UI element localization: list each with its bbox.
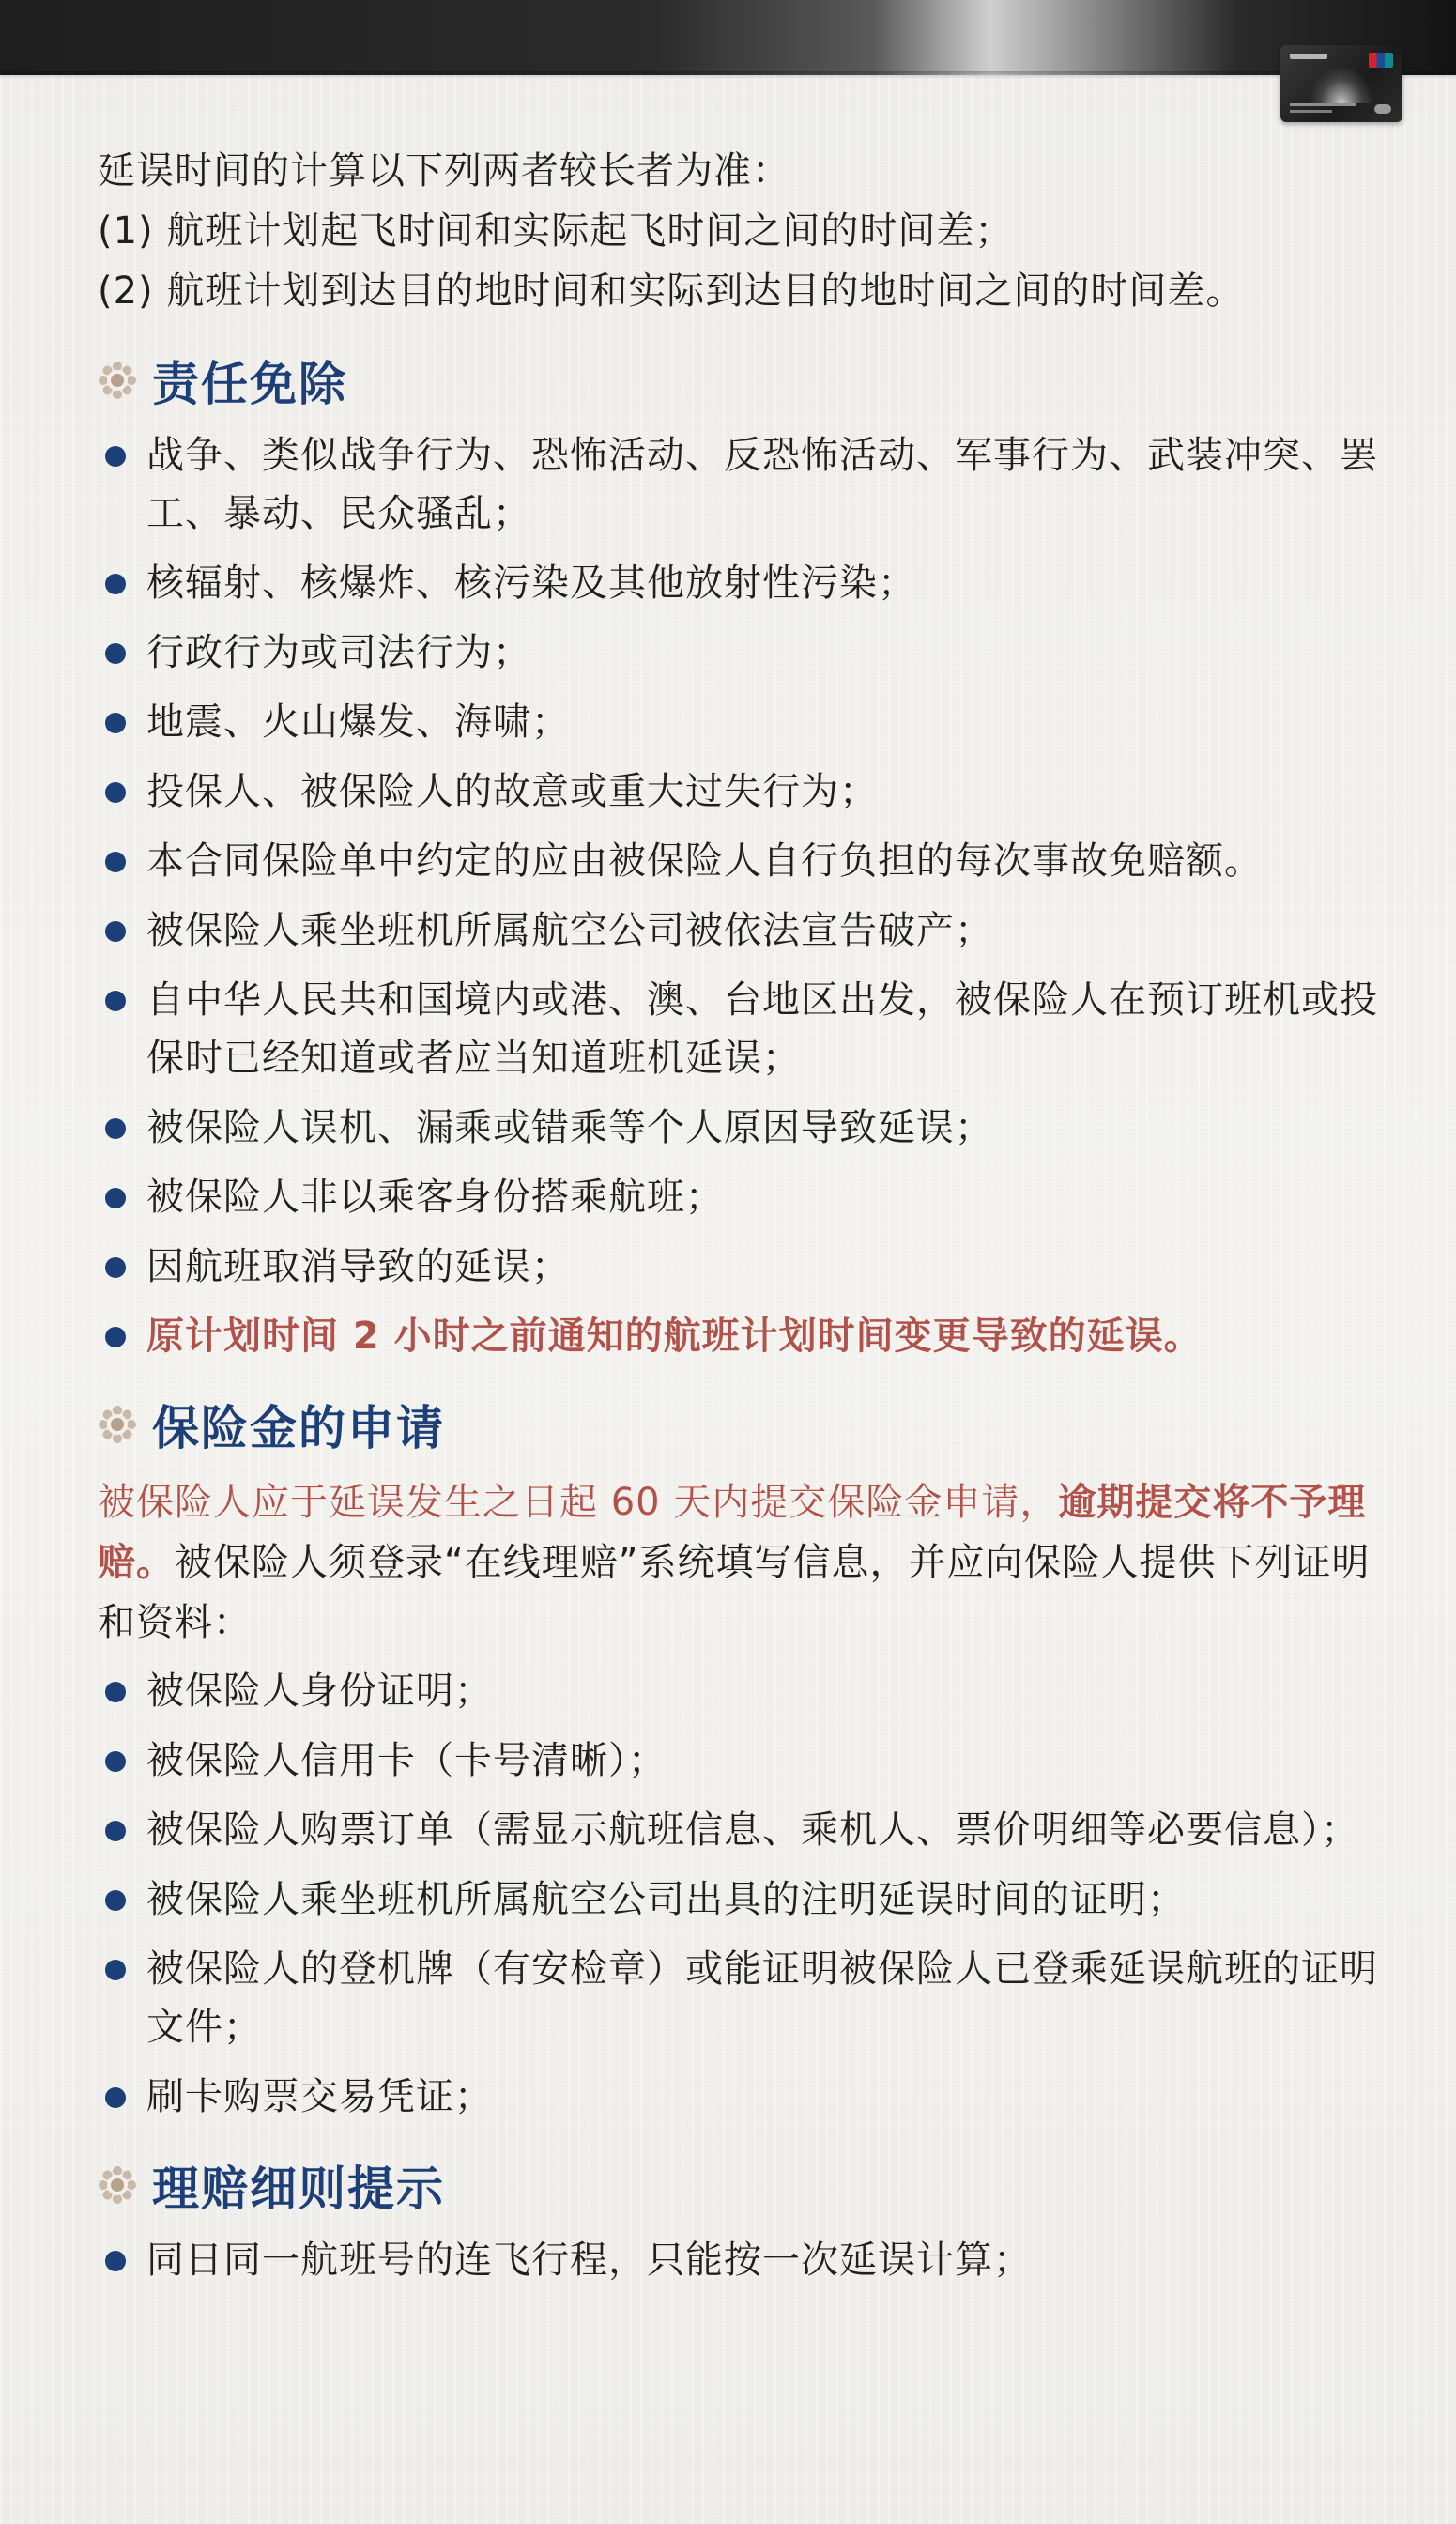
flower-icon bbox=[98, 361, 137, 400]
claim-deadline-text: 被保险人应于延误发生之日起 60 天内提交保险金申请， bbox=[98, 1481, 1059, 1524]
list-item-text: 同日同一航班号的连飞行程，只能按一次延误计算； bbox=[146, 2239, 1032, 2282]
bullet-dot-icon bbox=[105, 1960, 126, 1980]
bullet-dot-icon bbox=[105, 1188, 126, 1208]
claim-paragraph bbox=[98, 1472, 1384, 1653]
bullet-dot-icon bbox=[105, 1821, 126, 1841]
bullet-dot-icon bbox=[105, 446, 126, 467]
bullet-dot-icon bbox=[105, 574, 126, 594]
bullet-dot-icon bbox=[105, 1751, 126, 1772]
list-item bbox=[98, 554, 1384, 612]
bullet-dot-icon bbox=[105, 991, 126, 1011]
list-item bbox=[98, 426, 1384, 543]
bullet-dot-icon bbox=[105, 921, 126, 942]
section-heading-rules bbox=[98, 2143, 1384, 2227]
claim-warning-text: 逾期提交将不予理赔。 bbox=[98, 1481, 1367, 1584]
list-item bbox=[98, 1731, 1384, 1790]
top-banner-shadow bbox=[0, 71, 1456, 79]
section-title: 理赔细则提示 bbox=[152, 2162, 445, 2216]
intro-line: 延误时间的计算以下列两者较长者为准： bbox=[98, 149, 790, 192]
list-item-text: 被保险人乘坐班机所属航空公司出具的注明延误时间的证明； bbox=[146, 1878, 1186, 1921]
bank-logo-mark bbox=[1290, 54, 1327, 59]
list-item-highlight bbox=[98, 1307, 1384, 1365]
list-item bbox=[98, 1168, 1384, 1226]
claim-documents-list bbox=[98, 1662, 1384, 2126]
list-item-text: 地震、火山爆发、海啸； bbox=[146, 700, 570, 744]
bullet-dot-icon bbox=[105, 713, 126, 733]
list-item-text: 核辐射、核爆炸、核污染及其他放射性污染； bbox=[146, 562, 916, 605]
list-item bbox=[98, 1662, 1384, 1720]
list-item-text: 自中华人民共和国境内或港、澳、台地区出发，被保险人在预订班机或投保时已经知道或者应当知道班机延误； bbox=[146, 978, 1378, 1080]
list-item bbox=[98, 2231, 1384, 2289]
bullet-dot-icon bbox=[105, 1682, 126, 1702]
bullet-dot-icon bbox=[105, 782, 126, 803]
list-item bbox=[98, 623, 1384, 682]
list-item bbox=[98, 762, 1384, 821]
bullet-dot-icon bbox=[105, 1890, 126, 1911]
list-item bbox=[98, 1238, 1384, 1296]
bullet-dot-icon bbox=[105, 852, 126, 872]
delay-calculation-intro bbox=[98, 141, 1384, 321]
list-item-text: 原计划时间 2 小时之前通知的航班计划时间变更导致的延误。 bbox=[146, 1315, 1203, 1358]
list-item bbox=[98, 1099, 1384, 1157]
list-item-text: 被保险人误机、漏乘或错乘等个人原因导致延误； bbox=[146, 1106, 993, 1149]
list-item bbox=[98, 832, 1384, 890]
list-item bbox=[98, 901, 1384, 960]
intro-line: (1) 航班计划起飞时间和实际起飞时间之间的时间差； bbox=[98, 209, 1014, 253]
flower-icon bbox=[98, 2165, 137, 2205]
list-item-text: 被保险人购票订单（需显示航班信息、乘机人、票价明细等必要信息）； bbox=[146, 1808, 1359, 1852]
rules-list bbox=[98, 2231, 1384, 2289]
list-item-text: 被保险人身份证明； bbox=[146, 1670, 493, 1713]
card-number-mark bbox=[1290, 103, 1356, 106]
list-item-text: 因航班取消导致的延误； bbox=[146, 1245, 570, 1288]
section-heading-exemption bbox=[98, 338, 1384, 423]
section-heading-claim bbox=[98, 1382, 1384, 1467]
list-item-text: 被保险人非以乘客身份搭乘航班； bbox=[146, 1176, 724, 1219]
list-item bbox=[98, 693, 1384, 751]
list-item-text: 行政行为或司法行为； bbox=[146, 631, 531, 674]
list-item-text: 投保人、被保险人的故意或重大过失行为； bbox=[146, 770, 878, 813]
section-title: 责任免除 bbox=[152, 357, 347, 411]
bullet-dot-icon bbox=[105, 2087, 126, 2108]
section-title: 保险金的申请 bbox=[152, 1401, 445, 1455]
list-item bbox=[98, 971, 1384, 1087]
bullet-dot-icon bbox=[105, 2251, 126, 2271]
list-item-text: 战争、类似战争行为、恐怖活动、反恐怖活动、军事行为、武装冲突、罢工、暴动、民众骚乱； bbox=[146, 434, 1378, 535]
list-item-text: 刷卡购票交易凭证； bbox=[146, 2075, 493, 2118]
card-light-burst bbox=[1309, 66, 1374, 103]
list-item-text: 被保险人信用卡（卡号清晰）； bbox=[146, 1739, 667, 1782]
list-item-text: 被保险人的登机牌（有安检章）或能证明被保险人已登乘延误航班的证明文件； bbox=[146, 1947, 1378, 2049]
intro-line: (2) 航班计划到达目的地时间和实际到达目的地时间之间的时间差。 bbox=[98, 269, 1245, 313]
bullet-dot-icon bbox=[105, 643, 126, 664]
bullet-dot-icon bbox=[105, 1118, 126, 1139]
top-banner bbox=[0, 0, 1456, 75]
list-item-text: 被保险人乘坐班机所属航空公司被依法宣告破产； bbox=[146, 909, 993, 952]
list-item bbox=[98, 1940, 1384, 2056]
list-item bbox=[98, 2068, 1384, 2126]
card-holder-mark bbox=[1290, 110, 1332, 113]
exemption-list bbox=[98, 426, 1384, 1365]
claim-instructions-text: 被保险人须登录“在线理赔”系统填写信息，并应向保险人提供下列证明和资料： bbox=[98, 1541, 1371, 1644]
list-item bbox=[98, 1801, 1384, 1859]
bullet-dot-icon bbox=[105, 1327, 126, 1347]
document-body bbox=[98, 141, 1384, 2301]
flower-icon bbox=[98, 1405, 137, 1444]
list-item bbox=[98, 1870, 1384, 1929]
bullet-dot-icon bbox=[105, 1257, 126, 1278]
card-brand-mark bbox=[1374, 104, 1391, 114]
credit-card-image bbox=[1280, 45, 1402, 122]
list-item-text: 本合同保险单中约定的应由被保险人自行负担的每次事故免赔额。 bbox=[146, 839, 1263, 883]
